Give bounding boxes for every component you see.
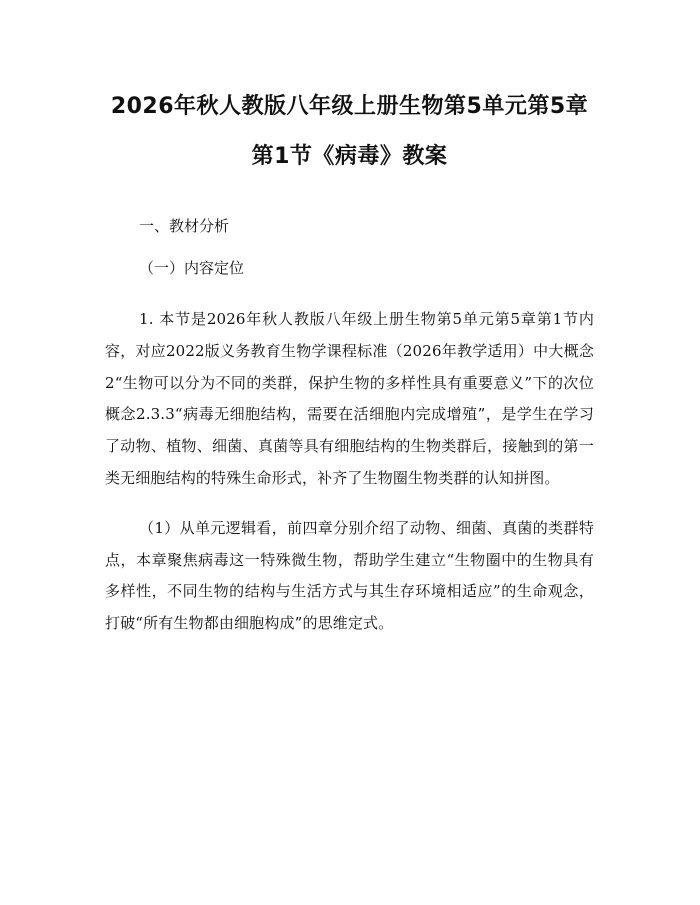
paragraph-unit-logic: （1）从单元逻辑看，前四章分别介绍了动物、细菌、真菌的类群特点，本章聚焦病毒这一特殊微生物，帮助学生建立“生物圈中的生物具有多样性，不同生物的结构与生活方式与其生存环境相适应”的生命观念，打破“所有生物都由细胞构成”的思维定式。 xyxy=(105,518,594,633)
document-title: 2026年秋人教版八年级上册生物第5单元第5章第1节《病毒》教案 xyxy=(110,94,589,169)
section-heading-textbook-analysis: 一、教材分析 xyxy=(139,217,230,235)
paragraph-content-position: 1. 本节是2026年秋人教版八年级上册生物第5单元第5章第1节内容，对应2022版义务教育生物学课程标准（2026年教学适用）中大概念2“生物可以分为不同的类群，保护生物的多样性具有重要意义”下的次位概念2.3.3“病毒无细胞结构，需要在活细胞内完成增殖”，是学生在学习了动物、植物、细菌、真菌等具有细胞结构的生物类群后，接触到的第一类无细胞结构的特殊生命形式，补齐了生物圈生物类群的认知拼图。 xyxy=(105,310,594,487)
subsection-heading-content-positioning: （一）内容定位 xyxy=(139,259,245,277)
